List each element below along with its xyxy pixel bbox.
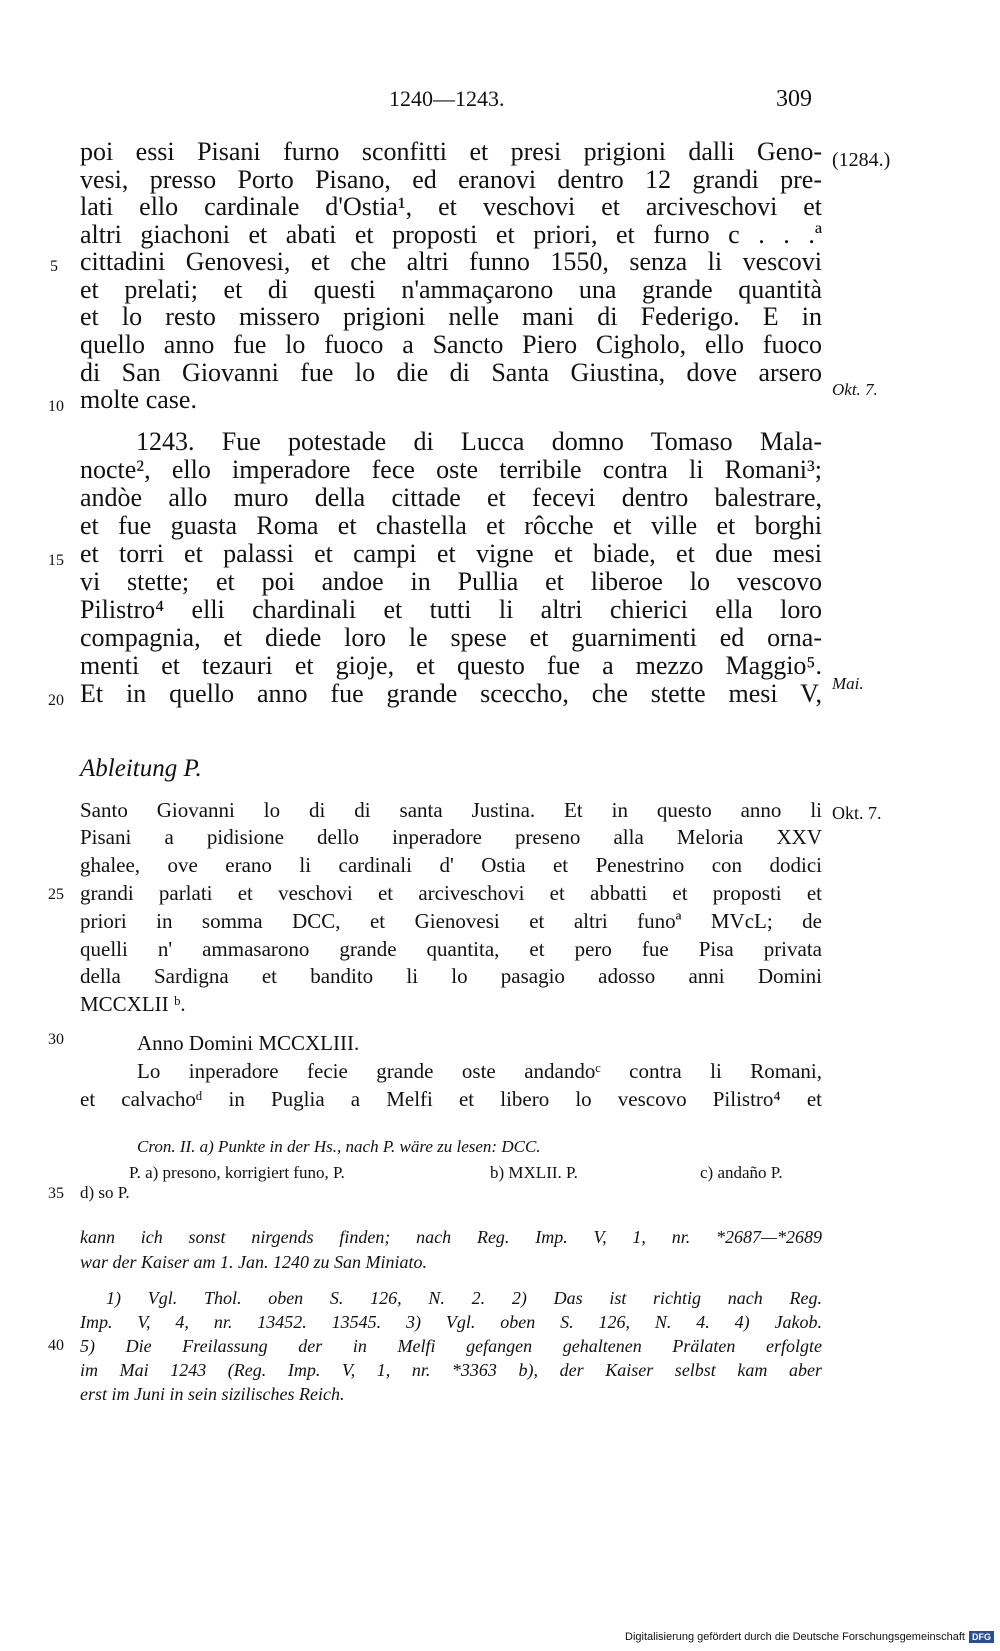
derivation-line: quelli n' ammasarono grande quantita, et pero fue Pisa privata [80,937,822,961]
margin-date: Okt. 7. [832,803,882,823]
dfg-logo: DFG [969,1631,994,1643]
main-text-line: et fue guasta Roma et chastella et rôcche et ville et borghi [80,511,822,540]
main-text-line: et lo resto missero prigioni nelle mani di Federigo. E in [80,302,822,331]
footnote-line: kann ich sonst nirgends finden; nach Reg. Imp. V, 1, nr. *2687—*2689 [80,1227,822,1247]
footnote-line: 1) Vgl. Thol. oben S. 126, N. 2. 2) Das ist richtig nach Reg. [106,1288,822,1308]
main-text-line: poi essi Pisani furno sconfitti et presi prigioni dalli Geno- [80,137,822,166]
footnote-line: war der Kaiser am 1. Jan. 1240 zu San Miniato. [80,1252,428,1272]
apparatus-line: P. a) presono, korrigiert funo, P. [129,1163,345,1182]
main-text-line: 1243. Fue potestade di Lucca domno Tomaso Mala- [136,427,822,456]
apparatus-line: d) so P. [80,1183,130,1202]
digitization-credit [625,1631,994,1643]
main-text-line: et torri et palassi et campi et vigne et biade, et due mesi [80,539,822,568]
main-text-line: vesi, presso Porto Pisano, ed eranovi dentro 12 grandi pre- [80,165,822,194]
main-text-line: quello anno fue lo fuoco a Sancto Piero Cigholo, ello fuoco [80,330,822,359]
derivation-line: et calvachoᵈ in Puglia a Melfi et libero lo vescovo Pilistro⁴ et [80,1087,822,1111]
derivation-line: Lo inperadore fecie grande oste andandoᶜ contra li Romani, [137,1059,822,1083]
line-number: 40 [48,1337,64,1354]
main-text-line: et prelati; et di questi n'ammaçarono una grande quantità [80,275,822,304]
derivation-line: Anno Domini MCCXLIII. [137,1031,360,1055]
footnote-line: Imp. V, 4, nr. 13452. 13545. 3) Vgl. oben S. 126, N. 4. 4) Jakob. [80,1312,822,1332]
derivation-line: grandi parlati et veschovi et arciveschovi et abbatti et proposti et [80,881,822,905]
main-text-line: vi stette; et poi andoe in Pullia et liberoe lo vescovo [80,567,822,596]
apparatus-line: c) andaño P. [700,1163,783,1182]
line-number: 20 [48,692,64,709]
footnote-line: erst im Juni in sein sizilisches Reich. [80,1384,345,1404]
line-number: 10 [48,398,64,415]
main-text-line: Et in quello anno fue grande sceccho, che stette mesi V, [80,679,822,708]
main-text-line: compagnia, et diede loro le spese et guarnimenti ed orna- [80,623,822,652]
margin-year: (1284.) [832,149,891,171]
line-number: 5 [50,258,58,275]
derivation-line: priori in somma DCC, et Gienovesi et altri funoª MVcL; de [80,909,822,933]
section-heading: Ableitung P. [80,755,202,782]
main-text-line: lati ello cardinale d'Ostia¹, et veschovi et arciveschovi et [80,192,822,221]
main-text-line: molte case. [80,385,197,414]
main-text-line: cittadini Genovesi, et che altri funno 1550, senza li vescovi [80,247,822,276]
page-number: 309 [776,86,812,112]
margin-date: Mai. [832,674,864,693]
main-text-line: Pilistro⁴ elli chardinali et tutti li altri chierici ella loro [80,595,822,624]
footnote-line: im Mai 1243 (Reg. Imp. V, 1, nr. *3363 b), der Kaiser selbst kam aber [80,1360,822,1380]
apparatus-line: Cron. II. a) Punkte in der Hs., nach P. wäre zu lesen: DCC. [137,1137,541,1156]
margin-date: Okt. 7. [832,380,878,399]
main-text-line: menti et tezauri et gioje, et questo fue a mezzo Maggio⁵. [80,651,822,680]
credit-text: Digitalisierung gefördert durch die Deutsche Forschungsgemeinschaft [625,1631,965,1643]
line-number: 30 [48,1031,64,1048]
footnote-line: 5) Die Freilassung der in Melfi gefangen gehaltenen Prälaten erfolgte [80,1336,822,1356]
running-head: 1240—1243. [389,86,505,111]
derivation-line: Pisani a pidisione dello inperadore preseno alla Meloria XXV [80,825,822,849]
line-number: 35 [48,1185,64,1202]
derivation-line: Santo Giovanni lo di di santa Justina. Et in questo anno li [80,798,822,822]
derivation-line: MCCXLII ᵇ. [80,992,186,1016]
line-number: 25 [48,886,64,903]
main-text-line: nocte², ello imperadore fece oste terribile contra li Romani³; [80,455,822,484]
derivation-line: della Sardigna et bandito li lo pasagio adosso anni Domini [80,964,822,988]
main-text-line: altri giachoni et abati et proposti et priori, et furno c . . .ª [80,220,822,249]
main-text-line: di San Giovanni fue lo die di Santa Giustina, dove arsero [80,358,822,387]
derivation-line: ghalee, ove erano li cardinali d' Ostia et Penestrino con dodici [80,853,822,877]
line-number: 15 [48,552,64,569]
apparatus-line: b) MXLII. P. [490,1163,578,1182]
main-text-line: andòe allo muro della cittade et fecevi dentro balestrare, [80,483,822,512]
